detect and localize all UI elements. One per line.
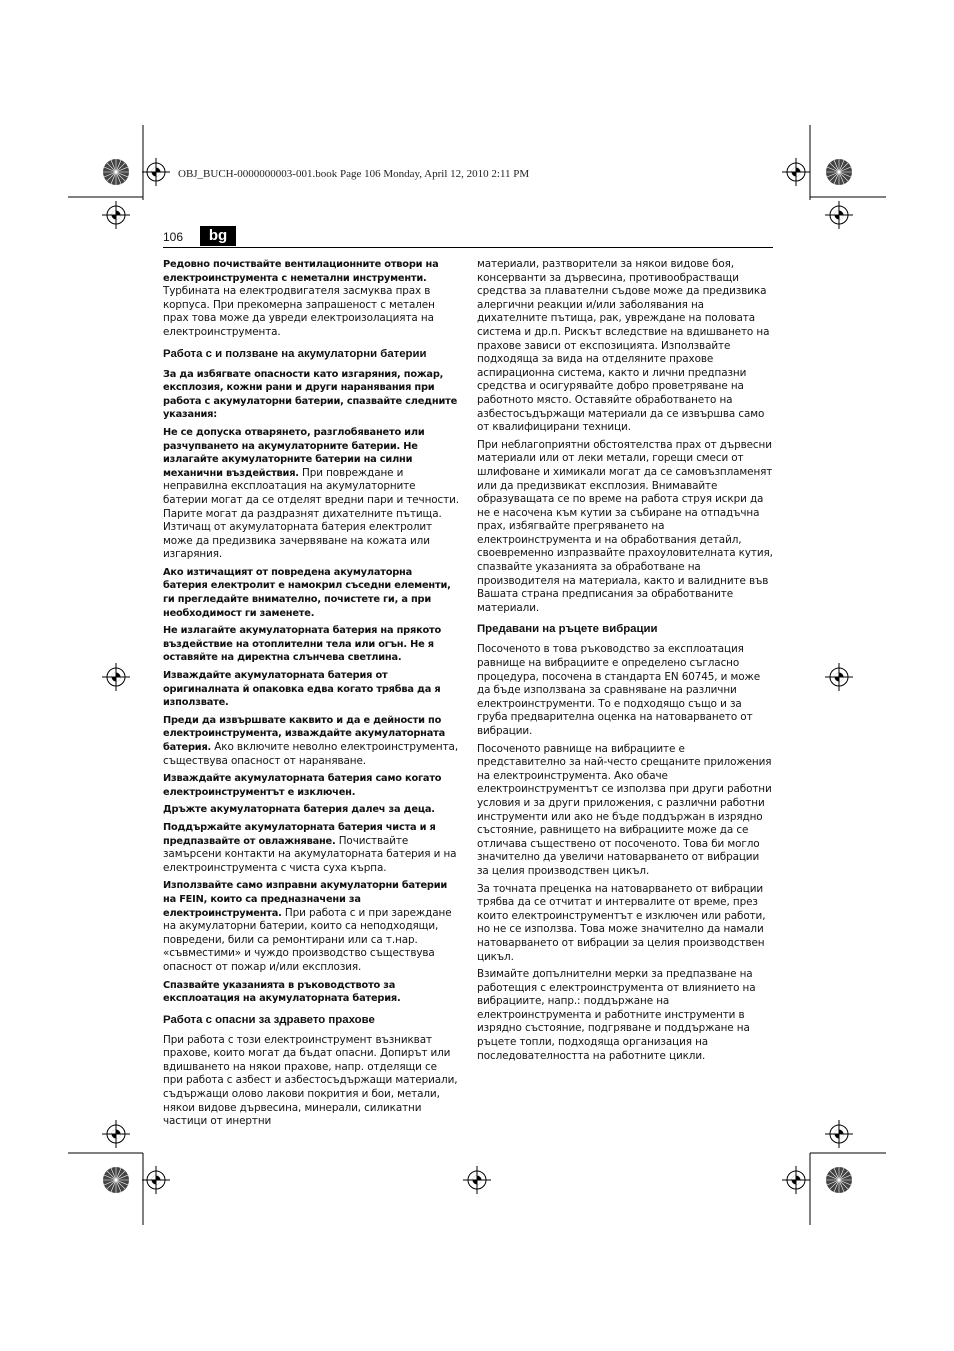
paragraph-bold-lead: Преди да извършвате каквито и да е дейности по електроинструмента, изваждайте акумулаторната батерия. [163, 714, 446, 753]
spacer [477, 615, 773, 622]
paragraph-bold-lead: Изваждайте акумулаторната батерия от оригиналната й опаковка едва когато трябва да я използвате. [163, 670, 441, 709]
paragraph-text: Посоченото в това ръководство за експлоатация равнище на вибрациите е определено съгласно процедура, посочена в стандарта EN 60745, и може да бъде използвана за сравняване на различни електроинструменти. То е подходящо също и за груба предварителна оценка на натоварването от вибрации. [477, 643, 761, 737]
paragraph [163, 879, 459, 974]
paragraph-bold-lead: Дръжте акумулаторната батерия далеч за деца. [163, 804, 435, 816]
paragraph-text: Посоченото равнище на вибрациите е представително за най-често срещаните приложения на електроинструмента. Ако обаче електроинструментът се използва при други работни условия и за други приложения, с различни работни инструменти или ако не бъде поддържан в изрядно състояние, равнището на вибрациите може да се отличава съществено от посоченото. Това би могло значително да увеличи натоварването от вибрации за целия производствен цикъл. [477, 742, 772, 877]
page-number: 106 [163, 230, 184, 244]
paragraph-text: При работа с и при зареждане на акумулаторни батерии, които са неподходящи, повредени, били са ремонтирани или са т.нар. «съвместими» и чуждо производство съществува опасност от пожар и/или експлозия. [163, 906, 452, 973]
paragraph-bold-lead: За да избягвате опасности като изгаряния, пожар, експлозия, кожни рани и други наранявания при работа с акумулаторни батерии, спазвайте следните указания: [163, 368, 458, 421]
paragraph [477, 743, 773, 879]
section-heading: Предавани на ръцете вибрации [477, 623, 658, 636]
language-badge: bg [200, 226, 236, 246]
paragraph [477, 258, 773, 435]
spacer [163, 340, 459, 347]
paragraph-bold-lead: Не излагайте акумулаторната батерия на прякото въздействие на отоплителни тела или огън. Не я оставяйте на директна слънчева светлина. [163, 625, 442, 664]
paragraph [477, 968, 773, 1063]
left-column [163, 258, 459, 1129]
header-rule [163, 247, 773, 248]
paragraph-text: За точната преценка на натоварването от вибрации трябва да се отчитат и интервалите от време, през които електроинструментът е изключен или работи, но не се използва. Това може значително да намали натоварването от вибрации за целия производствен цикъл. [477, 882, 766, 963]
paragraph [163, 624, 459, 665]
paragraph-text: При повреждане и неправилна експлоатация на акумулаторните батерии могат да се отделят вредни пари и течности. Парите могат да раздразнят дихателните пътища. Изтичащ от акумулаторната батерия електролит може да предизвика зачервяване на кожата или изгаряния. [163, 466, 459, 561]
paragraph [163, 566, 459, 620]
book-file-header: OBJ_BUCH-0000000003-001.book Page 106 Monday, April 12, 2010 2:11 PM [178, 168, 530, 180]
paragraph-bold-lead: Ако изтичащият от повредена акумулаторна батерия електролит е намокрил съседни елементи, ги прегледайте внимателно, почистете ги, а при необходимост ги заменете. [163, 566, 451, 619]
paragraph-text: Взимайте допълнителни мерки за предпазване на работещия с електроинструмента от влиянието на вибрациите, напр.: поддържане на електроинструмента и работните инструменти в изрядно състояние, подгряване и поддържане на ръцете топли, подходяща организация на последователността на работните цикли. [477, 968, 756, 1062]
right-column [477, 258, 773, 1063]
paragraph-bold-lead: Редовно почиствайте вентилационните отвори на електроинструмента с неметални инструменти. [163, 259, 439, 284]
paragraph [163, 821, 459, 875]
paragraph-text: Ако включите неволно електроинструмента, съществува опасност от нараняване. [163, 741, 459, 767]
paragraph [163, 1034, 459, 1129]
paragraph [163, 258, 459, 340]
section-heading: Работа с опасни за здравето прахове [163, 1013, 375, 1026]
paragraph-text: материали, разтворители за някои видове боя, консерванти за дървесина, противообрастващи средства за плавателни съдове може да предизвика алергични реакции и/или заболявания на дихателните пътища, рак, увреждане на половата система и др.п. Рискът вследствие на вдишването на прахове зависи от експозицията. Използвайте подходяща за вида на отделяните прахове аспирационна система, както и лични предпазни средства и осигурявайте добро проветряване на работното място. Оставяйте обработването на азбестосъдържащи материали да се извършва само от квалифицирани техници. [477, 258, 770, 434]
paragraph [163, 368, 459, 422]
paragraph [163, 803, 459, 817]
paragraph-text: При работа с този електроинструмент възникват прахове, които могат да бъдат опасни. Допирът или вдишването на някои прахове, напр. отделящи се при работа с азбест и азбестосъдържащи материали, съдържащи олово лакови покрития и бои, метали, някои видове дървесина, минерали, силикатни частици от инертни [163, 1033, 458, 1128]
paragraph-text: При неблагоприятни обстоятелства прах от дървесни материали или от леки метали, горещи смеси от шлифоване и химикали могат да се самовъзпламенят или да предизвикат експлозия. Внимавайте образуващата се по време на работа струя искри да не е насочена към кутии за събиране на отпадъчна прах, избягвайте прегряването на електроинструмента и на обработвания детайл, своевременно изпразвайте прахоуловителната кутия, спазвайте указанията за обработване на производителя на материала, както и валидните във Вашата страна предписания за обработваните материали. [477, 438, 773, 614]
spacer [163, 1006, 459, 1013]
paragraph [477, 883, 773, 965]
paragraph-text: Почиствайте замърсени контакти на акумулаторната батерия и на електроинструмента с чиста суха кърпа. [163, 834, 457, 874]
paragraph-text: Турбината на електродвигателя засмуква прах в корпуса. При прекомерна запрашеност с метален прах това може да увреди електроизолацията на електроинструмента. [163, 285, 435, 338]
paragraph [163, 426, 459, 562]
paragraph [163, 772, 459, 799]
section-heading: Работа с и ползване на акумулаторни батерии [163, 347, 427, 360]
paragraph-bold-lead: Поддържайте акумулаторната батерия чиста и я предпазвайте от овлажняване. [163, 821, 436, 847]
paragraph-bold-lead: Изваждайте акумулаторната батерия само когато електроинструментът е изключен. [163, 773, 442, 798]
paragraph [163, 669, 459, 710]
paragraph-bold-lead: Спазвайте указанията в ръководството за експлоатация на акумулаторната батерия. [163, 979, 401, 1005]
paragraph-bold-lead: Използвайте само изправни акумулаторни батерии на FEIN, които са предназначени за електроинструмента. [163, 880, 448, 919]
paragraph [163, 979, 459, 1006]
paragraph [477, 439, 773, 616]
paragraph-bold-lead: Не се допуска отварянето, разглобяването или разчупването на акумулаторните батерии. Не излагайте акумулаторните батерии на силни механични въздействия. [163, 426, 425, 479]
paragraph [163, 714, 459, 768]
paragraph [477, 643, 773, 738]
